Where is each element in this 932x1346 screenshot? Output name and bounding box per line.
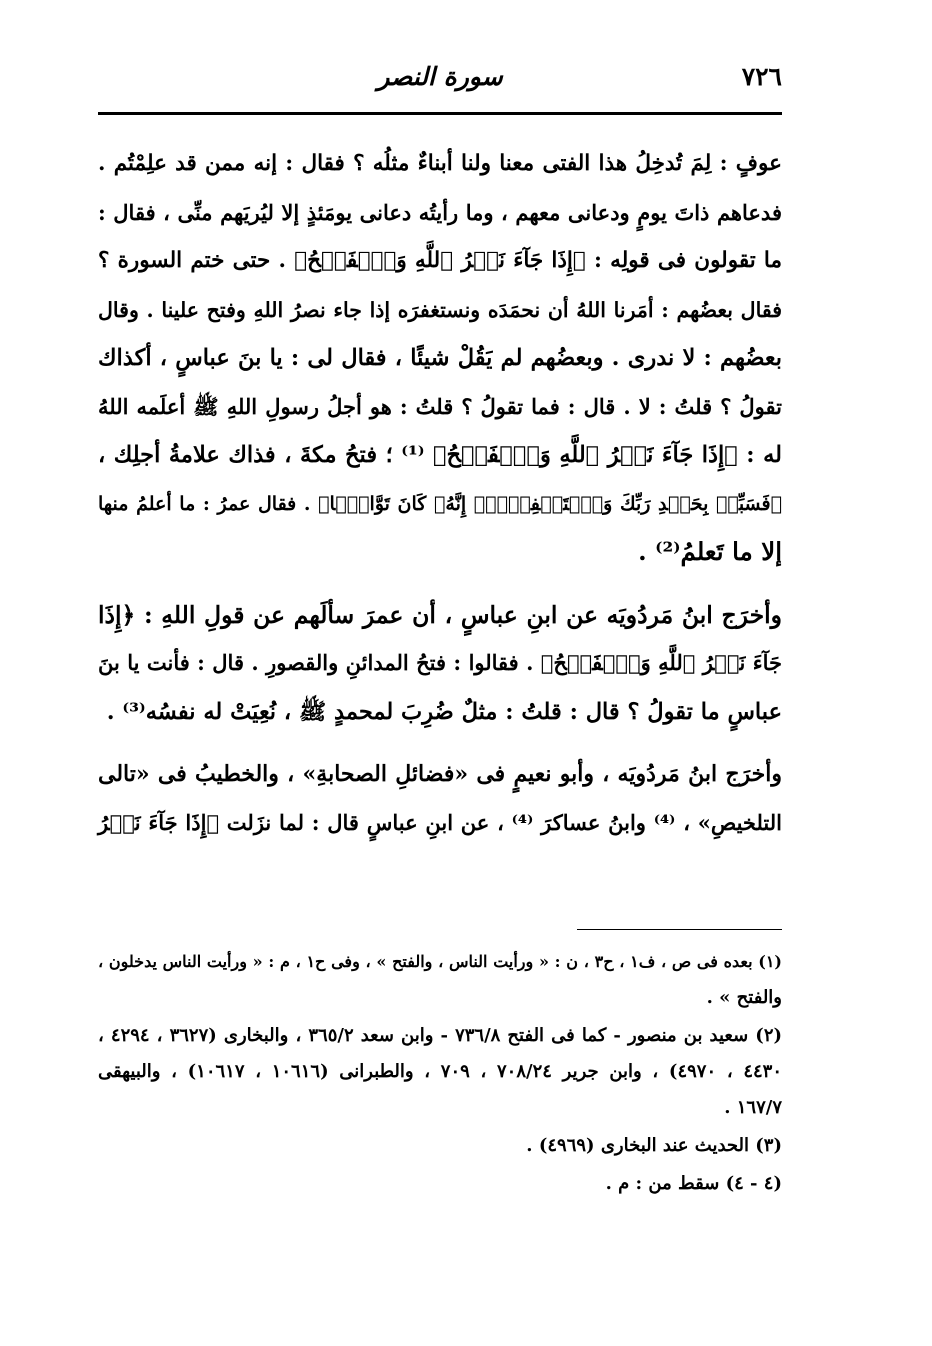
text-line: فقال بعضُهم : أمَرنا اللهُ أن نحمَدَه ونستغفرَه إذا جاء نصرُ اللهِ وفتح علينا . وقال (98, 297, 782, 322)
text-line: له : ﴿إِذَا جَآءَ نَصۡرُ ٱللَّهِ وَٱلۡفَتۡحُ﴾ ⁽¹⁾ ؛ فتحُ مكةَ ، فذاك علامةُ أجلِك ، (98, 442, 782, 468)
page-number: ٧٢٦ (741, 62, 782, 91)
text-line: وأخرَج ابنُ مَردُويَه عن ابنِ عباسٍ ، أن عمرَ سألَهم عن قولِ اللهِ : ﴿إِذَا (98, 600, 782, 629)
footnotes (98, 944, 782, 1202)
surah-title: سورة النصر (377, 62, 503, 91)
footnote-line: ٤٤٣٠ ، ٤٩٧٠) ، وابن جرير ٧٠٨/٢٤ ، ٧٠٩ ، والطبرانى (١٠٦١٦ ، ١٠٦١٧) ، والبيهقى (98, 1061, 782, 1082)
text-line: التلخيصِ» ، ⁽⁴⁾ وابنُ عساكرَ ⁽⁴⁾ ، عن ابنِ عباسٍ قال : لما نزَلت ﴿إِذَا جَآءَ نَصۡرُ (98, 809, 783, 835)
text-line: فدعاهم ذاتَ يومٍ ودعانى معهم ، وما رأيتُه دعانى يومَئذٍ إلا ليُريَهم منِّى ، فقال : (98, 199, 782, 225)
text-line: ﴿فَسَبِّحۡ بِحَمۡدِ رَبِّكَ وَٱسۡتَغۡفِرۡهُۚ إِنَّهُۥ كَانَ تَوَّابَۢا﴾ . فقال عمرُ : ما أعلمُ منها (98, 492, 782, 515)
footnote (98, 1166, 782, 1202)
text-line: عوفٍ : لِمَ تُدخِلُ هذا الفتى معنا ولنا أبناءٌ مثلُه ؟ فقال : إنه ممن قد علِمْتُم . (98, 151, 782, 176)
footnote (98, 1018, 782, 1126)
paragraph (98, 140, 782, 577)
footnote-line: (١) بعده فى ص ، ف١ ، ح٣ ، ن : « ورأيت الناس ، والفتح » ، وفى ح١ ، م : « ورأيت الناس يدخلون ، (98, 952, 782, 971)
footnote-separator (577, 929, 782, 930)
footnote-line: (٣) الحديث عند البخارى (٤٩٦٩) . (526, 1135, 782, 1156)
footnote-line: ١٦٧/٧ . (724, 1097, 782, 1118)
text-line: عباسٍ ما تقولُ ؟ قال : قلتُ : مثلٌ ضُرِبَ لمحمدٍ ﷺ ، نُعِيَتْ له نفسُه⁽³⁾ . (106, 698, 782, 725)
page-header (98, 58, 782, 98)
text-line: ما تقولون فى قولِه : ﴿إِذَا جَآءَ نَصۡرُ ٱللَّهِ وَٱلۡفَتۡحُ﴾ . حتى ختم السورة ؟ (98, 248, 782, 273)
footnote-line: والفتح » . (706, 987, 782, 1008)
text-line: إلا ما تَعلمُ⁽²⁾ . (638, 537, 782, 566)
text-line: جَآءَ نَصۡرُ ٱللَّهِ وَٱلۡفَتۡحُ﴾ . فقالوا : فتحُ المدائنِ والقصورِ . قال : فأنت يا بنَ (98, 650, 782, 675)
body-text (98, 140, 782, 847)
paragraph (98, 591, 782, 737)
footnote-line: (٢) سعيد بن منصور - كما فى الفتح ٧٣٦/٨ - وابن سعد ٣٦٥/٢ ، والبخارى (٣٦٢٧ ، ٤٢٩٤ ، (98, 1025, 783, 1046)
footnote (98, 944, 782, 1016)
text-line: بعضُهم : لا ندرى . وبعضُهم لم يَقُلْ شيئًا ، فقال لى : يا بنَ عباسٍ ، أكذاك (98, 345, 782, 371)
footnote (98, 1128, 782, 1164)
text-line: تقولُ ؟ قلتُ : لا . قال : فما تقولُ ؟ قلتُ : هو أجلُ رسولِ اللهِ ﷺ أعلَمه اللهُ (98, 393, 782, 419)
footnote-line: (٤ - ٤) سقط من : م . (605, 1173, 782, 1194)
header-rule (98, 112, 782, 115)
text-line: وأخرَج ابنُ مَردُويَه ، وأبو نعيمٍ فى «فضائلِ الصحابةِ» ، والخطيبُ فى «تالى (98, 761, 782, 787)
paragraph (98, 750, 782, 847)
